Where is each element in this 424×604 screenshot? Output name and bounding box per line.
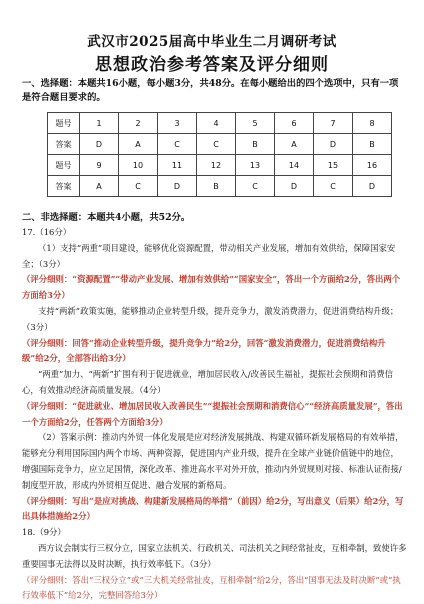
q18-answer-1: 西方议会制实行三权分立，国家立法机关、行政机关、司法机关之间经常扯皮，互相牵制，致使许多重要国事无法得以及时决断，执行效率低下。（3分） [22,542,407,569]
q-num-cell: 14 [275,155,314,176]
q17-rubric-2: （评分细则：回答“推动企业转型升级，提升竞争力”给2分，回答“激发消费潜力，促进消费结构升级”给2分，全部答出给3分） [22,337,386,364]
answer-cell: A [80,176,119,197]
table-row [48,134,392,155]
answer-cell: C [119,176,158,197]
q17-rubric-3: （评分细则：“促进就业、增加居民收入改善民生”“提振社会预期和消费信心”“经济高质量发展”，答出一个方面给2分，任答两个方面给3分） [22,400,403,427]
answer-cell: A [275,134,314,155]
section2-heading: 二、非选择题：本题共4小题，共52分。 [22,212,191,223]
answer-cell: C [197,134,236,155]
q-num-cell: 13 [236,155,275,176]
q17-rubric-1: （评分细则：“资源配置”“带动产业发展、增加有效供给”“国家安全”，答出一个方面给2分，答出两个方面给3分） [22,274,401,301]
q-num-cell: 4 [197,113,236,134]
answer-cell: D [314,134,353,155]
answer-cell: B [197,176,236,197]
answer-cell: B [353,134,392,155]
answer-cell: B [236,134,275,155]
q17-rubric-4: （评分细则：写出“是应对挑战、构建新发展格局的举措”（前因）给2分，写出意义（后果）给2分，写出具体措施给2分） [22,495,404,522]
section1-heading: 一、选择题：本题共16小题，每小题3分，共48分。在每小题给出的四个选项中，只有一项是符合题目要求的。 [22,78,399,103]
answer-cell: A [119,134,158,155]
q-num-cell: 2 [119,113,158,134]
answer-table [47,112,392,197]
answer-cell: D [80,134,119,155]
q-num-cell: 5 [236,113,275,134]
q-num-cell: 3 [158,113,197,134]
q-num-cell: 12 [197,155,236,176]
q-num-cell: 11 [158,155,197,176]
a-label-cell: 答案 [48,176,80,197]
q18-rubric-1: （评分细则：答出“三权分立”或“三大机关经常扯皮，互相牵制”给2分，答出“国事无法及时决断”或“执行效率低下”给2分，完整回答给3分） [22,574,401,601]
answer-cell: C [236,176,275,197]
table-row [48,113,392,134]
q17-answer-2: 支持“两新”政策实施，能够推动企业转型升级，提升竞争力，激发消费潜力，促进消费结构升级；（3分） [22,305,399,332]
q-num-cell: 9 [80,155,119,176]
exam-title: 武汉市2025届高中毕业生二月调研考试 [87,34,337,50]
q17-answer-3: “两重”加力、“两新”扩围有利于促进就业，增加居民收入/改善民生福祉，提振社会预期和消费信心，有效推动经济高质量发展。（4分） [22,369,393,395]
table-row [48,176,392,197]
q-num-cell: 1 [80,113,119,134]
q-num-cell: 15 [314,155,353,176]
q-label-cell: 题号 [48,113,80,134]
q-num-cell: 7 [314,113,353,134]
q-num-cell: 6 [275,113,314,134]
q17-answer-4: （2）答案示例：推动内外贸一体化发展是应对经济发展挑战、构建双循环新发展格局的有效举措，能够充分利用国际国内两个市场、两种资源，促进国内产业升级，提升在全球产业链价值链中的地位，增强国际竞争力，应立足国情，深化改革、推进高水平对外开放，推动内外贸规则对接、标准认证衔接/制度型开放，形成内外贸相互促进、融合发展的新格局。 [22,432,404,490]
q-num-cell: 16 [353,155,392,176]
table-row [48,155,392,176]
q18-title: 18.（9分） [22,527,66,538]
q17-answer-1: （1）支持“两重”项目建设，能够优化资源配置，带动相关产业发展，增加有效供给，保障国家安全；（3分） [22,242,396,269]
q-num-cell: 10 [119,155,158,176]
answer-cell: D [158,176,197,197]
q17-title: 17.（16分） [22,227,72,237]
answer-cell: D [353,176,392,197]
answer-cell: D [275,176,314,197]
answer-cell: C [314,176,353,197]
answer-body [22,225,407,604]
q-label-cell: 题号 [48,155,80,176]
q-num-cell: 8 [353,113,392,134]
a-label-cell: 答案 [48,134,80,155]
answer-cell: C [158,134,197,155]
exam-subtitle: 思想政治参考答案及评分细则 [95,55,329,75]
